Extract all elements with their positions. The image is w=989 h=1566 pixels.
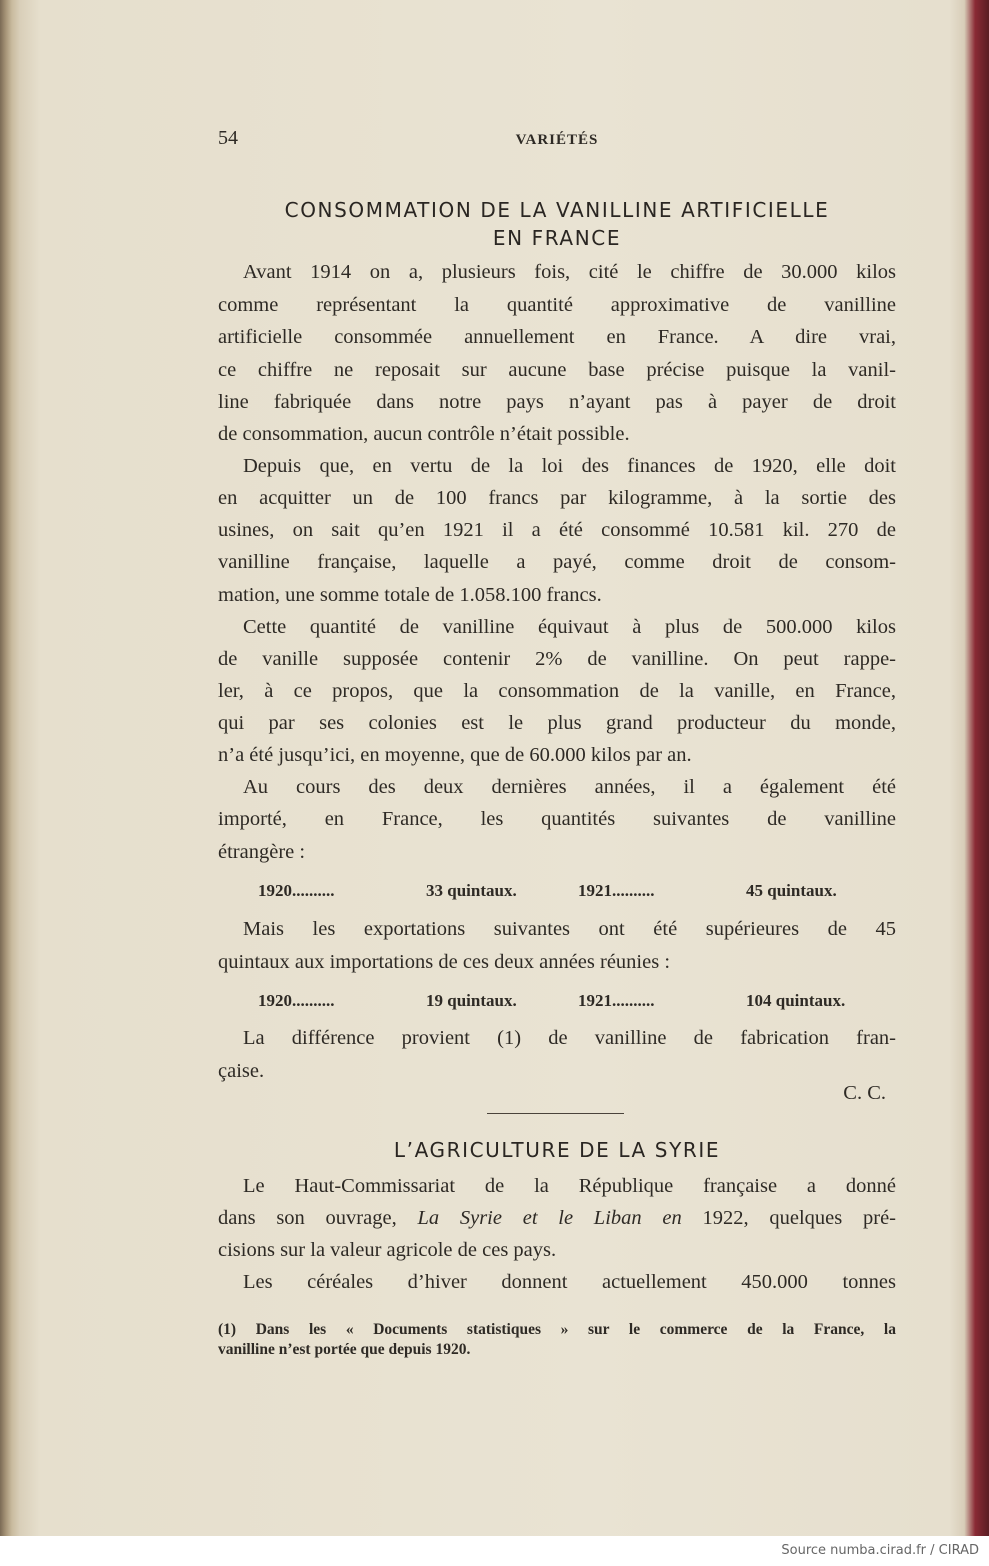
footnote-line: vanilline n’est portée que depuis 1920.	[218, 1341, 471, 1358]
paragraph-line: qui par ses colonies est le plus grand producteur du monde,	[218, 712, 896, 734]
paragraph-line: comme représentant la quantité approximative de vanilline	[218, 294, 896, 316]
paragraph-line: vanilline française, laquelle a payé, comme droit de consom-	[218, 551, 896, 573]
table-value: 19 quintaux.	[426, 991, 517, 1010]
footnote-line: (1) Dans les « Documents statistiques » sur le commerce de la France, la	[218, 1321, 896, 1338]
table-value: 33 quintaux.	[426, 881, 517, 900]
quantity-table-row	[258, 875, 868, 907]
paragraph-line: artificielle consommée annuellement en France. A dire vrai,	[218, 326, 896, 348]
paragraph-line: ler, à ce propos, que la consommation de la vanille, en France,	[218, 680, 896, 702]
table-value: 104 quintaux.	[746, 991, 846, 1010]
paragraph-line: Cette quantité de vanilline équivaut à plus de 500.000 kilos	[243, 616, 896, 638]
paragraph-line: La différence provient (1) de vanilline de fabrication fran-	[243, 1027, 896, 1049]
paragraph-line: mation, une somme totale de 1.058.100 francs.	[218, 584, 602, 606]
paragraph-line: de vanille supposée contenir 2% de vanilline. On peut rappe-	[218, 648, 896, 670]
paragraph-line: Depuis que, en vertu de la loi des finances de 1920, elle doit	[243, 455, 896, 477]
paragraph-line: Avant 1914 on a, plusieurs fois, cité le chiffre de 30.000 kilos	[243, 261, 896, 283]
paragraph-line: çaise.	[218, 1060, 265, 1082]
table-year: 1920..........	[258, 881, 335, 900]
article-title: L’AGRICULTURE DE LA SYRIE	[393, 1138, 721, 1162]
paragraph-line: Au cours des deux dernières années, il a également été	[243, 776, 896, 798]
section-divider	[487, 1113, 624, 1114]
page-number: 54	[218, 127, 238, 149]
book-title: La Syrie et le Liban en	[417, 1207, 682, 1229]
paragraph-line: line fabriquée dans notre pays n’ayant pas à payer de droit	[218, 391, 896, 413]
table-year: 1921..........	[578, 991, 655, 1010]
paragraph-line: ce chiffre ne reposait sur aucune base précise puisque la vanil-	[218, 359, 896, 381]
paragraph-line: n’a été jusqu’ici, en moyenne, que de 60.000 kilos par an.	[218, 744, 692, 766]
paragraph-line: en acquitter un de 100 francs par kilogramme, à la sortie des	[218, 487, 896, 509]
paragraph-line: usines, on sait qu’en 1921 il a été consommé 10.581 kil. 270 de	[218, 519, 896, 541]
paragraph-line: Les céréales d’hiver donnent actuellement 450.000 tonnes	[243, 1271, 896, 1293]
article-title: CONSOMMATION DE LA VANILLINE ARTIFICIELLE	[284, 198, 830, 222]
running-title: VARIÉTÉS	[515, 132, 599, 148]
table-year: 1921..........	[578, 881, 655, 900]
source-credit: Source numba.cirad.fr / CIRAD	[781, 1543, 979, 1558]
paragraph-line: Mais les exportations suivantes ont été supérieures de 45	[243, 918, 896, 940]
signature: C. C.	[843, 1082, 886, 1104]
paragraph-line: cisions sur la valeur agricole de ces pays.	[218, 1239, 557, 1261]
paragraph-line: étrangère :	[218, 841, 306, 863]
paragraph-line: Le Haut-Commissariat de la République française a donné	[243, 1175, 896, 1197]
paragraph-line: importé, en France, les quantités suivantes de vanilline	[218, 808, 896, 830]
paragraph-line: de consommation, aucun contrôle n’était possible.	[218, 423, 630, 445]
paragraph-line: quintaux aux importations de ces deux années réunies :	[218, 951, 671, 973]
table-value: 45 quintaux.	[746, 881, 837, 900]
article-title: EN FRANCE	[492, 226, 622, 250]
quantity-table-row	[258, 985, 868, 1017]
paragraph-line: dans son ouvrage, La Syrie et le Liban en 1922, quelques pré-	[218, 1207, 896, 1229]
table-year: 1920..........	[258, 991, 335, 1010]
